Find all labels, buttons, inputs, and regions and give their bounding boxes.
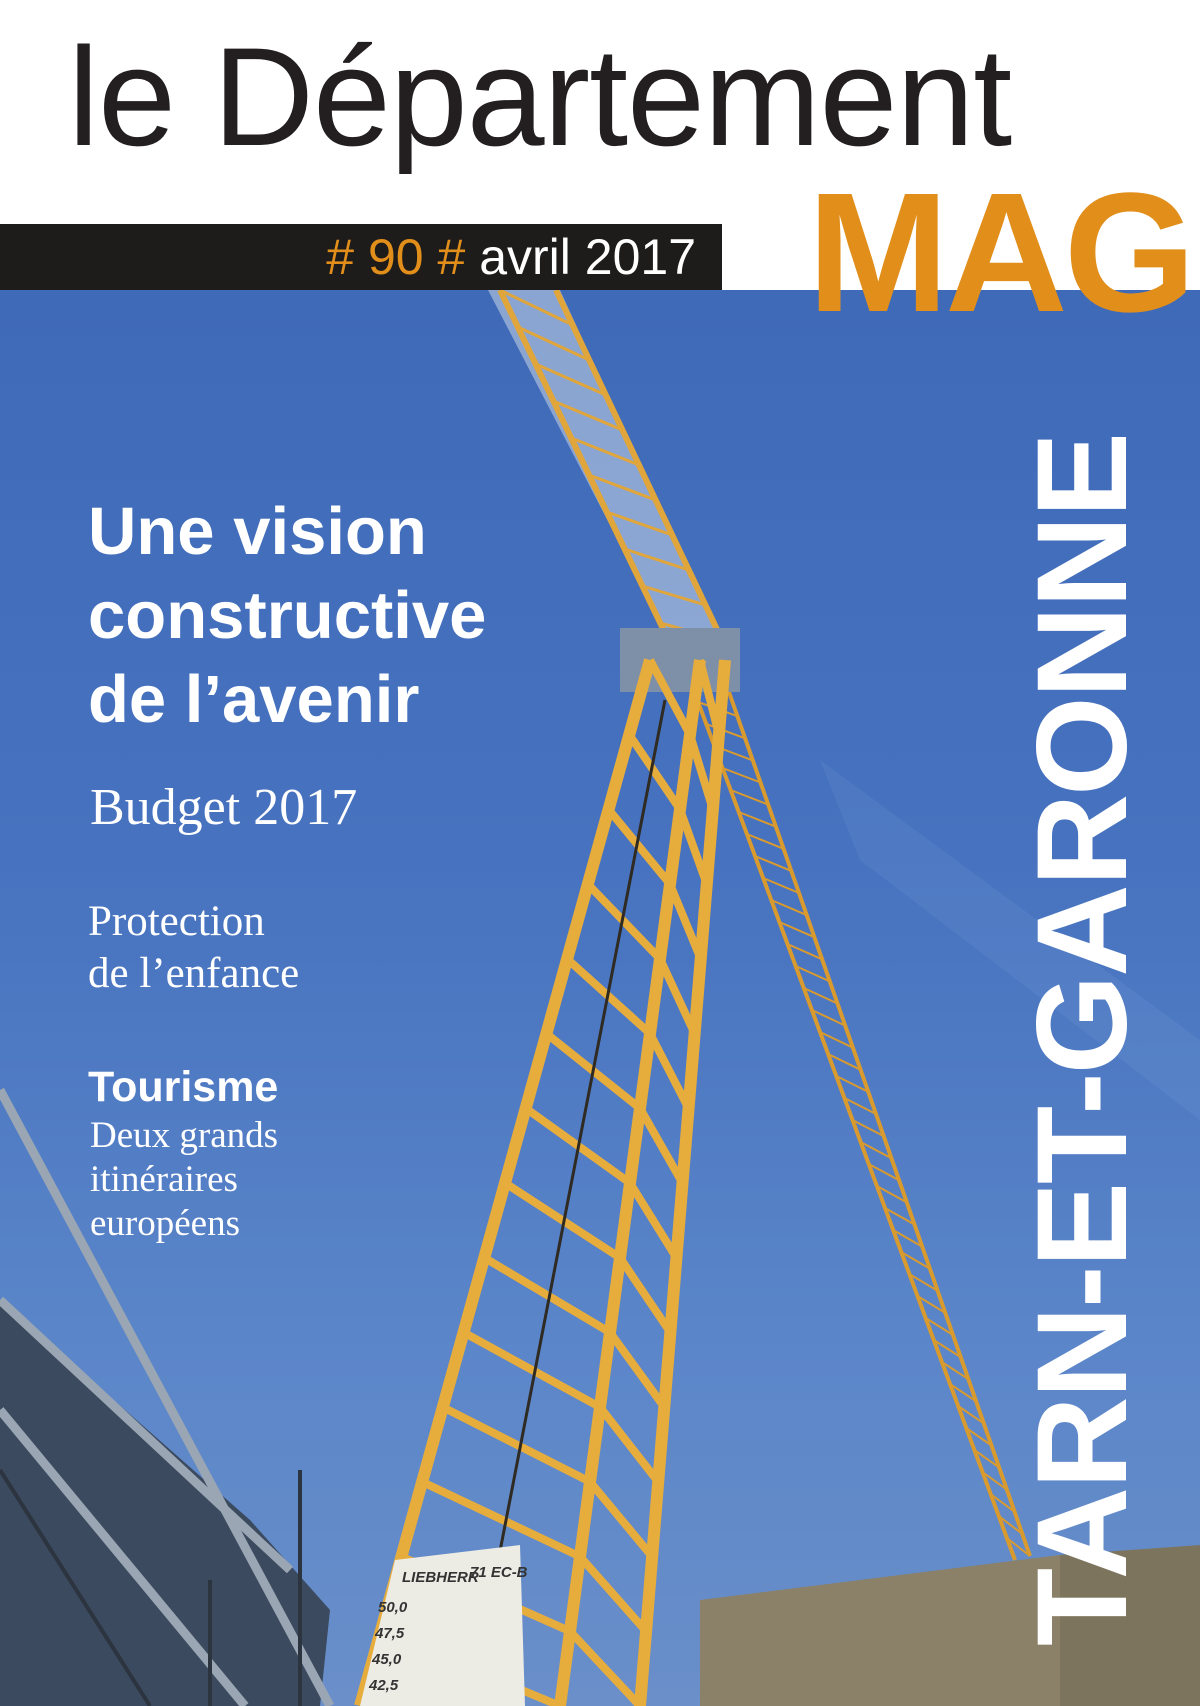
crane-brace <box>505 1183 620 1258</box>
region-name: TARN-ET-GARONNE <box>1011 434 1154 1646</box>
issue-bar <box>0 224 722 290</box>
load-chart-value: 45,0 <box>372 1651 402 1668</box>
headline-subtitle: Budget 2017 <box>90 779 358 836</box>
crane-brace <box>590 1482 652 1557</box>
crane-brace <box>640 1108 683 1183</box>
teaser-line: itinéraires <box>90 1159 238 1200</box>
issue-date: avril 2017 <box>479 229 696 285</box>
teaser-protection <box>88 896 299 1000</box>
load-chart-value: 42,5 <box>369 1677 399 1694</box>
crane-brace <box>620 1258 670 1333</box>
crane-brace <box>464 1332 600 1407</box>
crane-brace <box>609 809 670 884</box>
crane-brace <box>690 735 713 810</box>
headline-line: de l’avenir <box>88 662 420 737</box>
crane-brace <box>600 1407 658 1482</box>
magazine-title: le Département <box>68 18 1012 175</box>
crane-brace <box>580 1557 646 1632</box>
crane-brace <box>670 884 701 959</box>
crane-brace <box>650 1034 689 1109</box>
load-chart-value: 50,0 <box>378 1599 408 1616</box>
issue-number: # 90 # <box>326 229 466 285</box>
teaser-line: Protection <box>88 898 265 945</box>
issue-info <box>326 226 696 288</box>
crane-brace <box>660 959 695 1034</box>
crane-brace <box>484 1258 610 1333</box>
teaser-line: de l’enfance <box>88 950 300 997</box>
crane-brace <box>630 1183 676 1258</box>
teaser-line: européens <box>90 1203 240 1244</box>
crane-brace <box>570 1631 640 1706</box>
teaser-tourism-body <box>90 1114 278 1246</box>
crane-plate-brand: LIEBHERR <box>402 1569 479 1586</box>
crane-brace <box>680 809 707 884</box>
crane-plate-model: 71 EC-B <box>470 1564 528 1581</box>
mag-logo: MAG <box>807 158 1192 348</box>
headline-line: constructive <box>88 578 487 653</box>
crane-brace <box>610 1332 664 1407</box>
teaser-tourism-title: Tourisme <box>88 1063 279 1111</box>
teaser-line: Deux grands <box>90 1115 279 1156</box>
load-chart-value: 47,5 <box>375 1625 405 1642</box>
cover-headline <box>88 490 486 742</box>
headline-line: Une vision <box>88 494 427 569</box>
crane-brace <box>588 884 660 959</box>
